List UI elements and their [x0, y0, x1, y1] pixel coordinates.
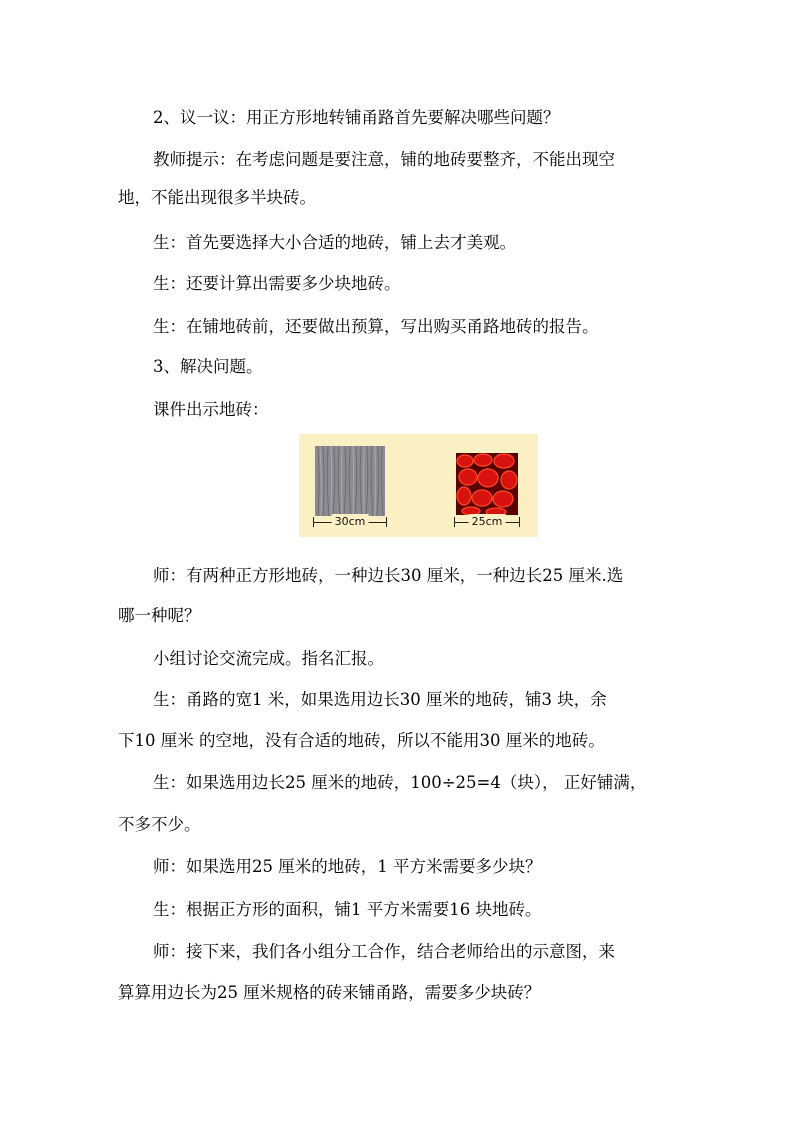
dimension-25cm — [454, 514, 520, 530]
wood-tile-image — [315, 446, 385, 516]
dimension-30cm — [313, 514, 387, 530]
tile-a-size-label: 30cm — [332, 514, 369, 530]
paragraph-group-discussion: 小组讨论交流完成。指名汇报。 — [153, 649, 384, 668]
paragraph-teacher-question-cont: 哪一种呢？ — [118, 606, 201, 625]
paragraph-student-2: 生：还要计算出需要多少块地砖。 — [153, 274, 401, 293]
paragraph-student-25cm-cont: 不多不少。 — [118, 815, 201, 834]
tile-b-size-label: 25cm — [469, 514, 506, 530]
paragraph-student-16-tiles: 生：根据正方形的面积，铺1 平方米需要16 块地砖。 — [153, 900, 542, 919]
paragraph-teacher-task-cont: 算算用边长为25 厘米规格的砖来铺甬路，需要多少块砖？ — [118, 983, 541, 1002]
paragraph-teacher-task: 师：接下来，我们各小组分工合作，结合老师给出的示意图，来 — [153, 942, 615, 961]
tile-figure — [299, 434, 538, 537]
section-heading-solve: 3、解决问题。 — [153, 357, 263, 376]
paragraph-student-30cm: 生：甬路的宽1 米，如果选用边长30 厘米的地砖，铺3 块，余 — [153, 690, 607, 709]
paragraph-teacher-hint-cont: 地，不能出现很多半块砖。 — [118, 188, 316, 207]
paragraph-teacher-question: 师：有两种正方形地砖，一种边长30 厘米，一种边长25 厘米.选 — [153, 566, 624, 585]
paragraph-student-25cm: 生：如果选用边长25 厘米的地砖，100÷25=4（块）， 正好铺满， — [153, 773, 647, 792]
paragraph-student-30cm-cont: 下10 厘米 的空地，没有合适的地砖，所以不能用30 厘米的地砖。 — [118, 731, 605, 750]
red-stone-tile-image — [456, 453, 518, 515]
paragraph-student-3: 生：在铺地砖前，还要做出预算，写出购买甬路地砖的报告。 — [153, 317, 599, 336]
paragraph-show-tiles: 课件出示地砖： — [153, 400, 269, 419]
paragraph-student-1: 生：首先要选择大小合适的地砖，铺上去才美观。 — [153, 233, 516, 252]
paragraph-discuss: 2、议一议：用正方形地转铺甬路首先要解决哪些问题？ — [153, 108, 560, 127]
paragraph-teacher-per-sqm: 师：如果选用25 厘米的地砖，1 平方米需要多少块？ — [153, 857, 542, 876]
paragraph-teacher-hint: 教师提示：在考虑问题是要注意，铺的地砖要整齐，不能出现空 — [153, 150, 615, 169]
